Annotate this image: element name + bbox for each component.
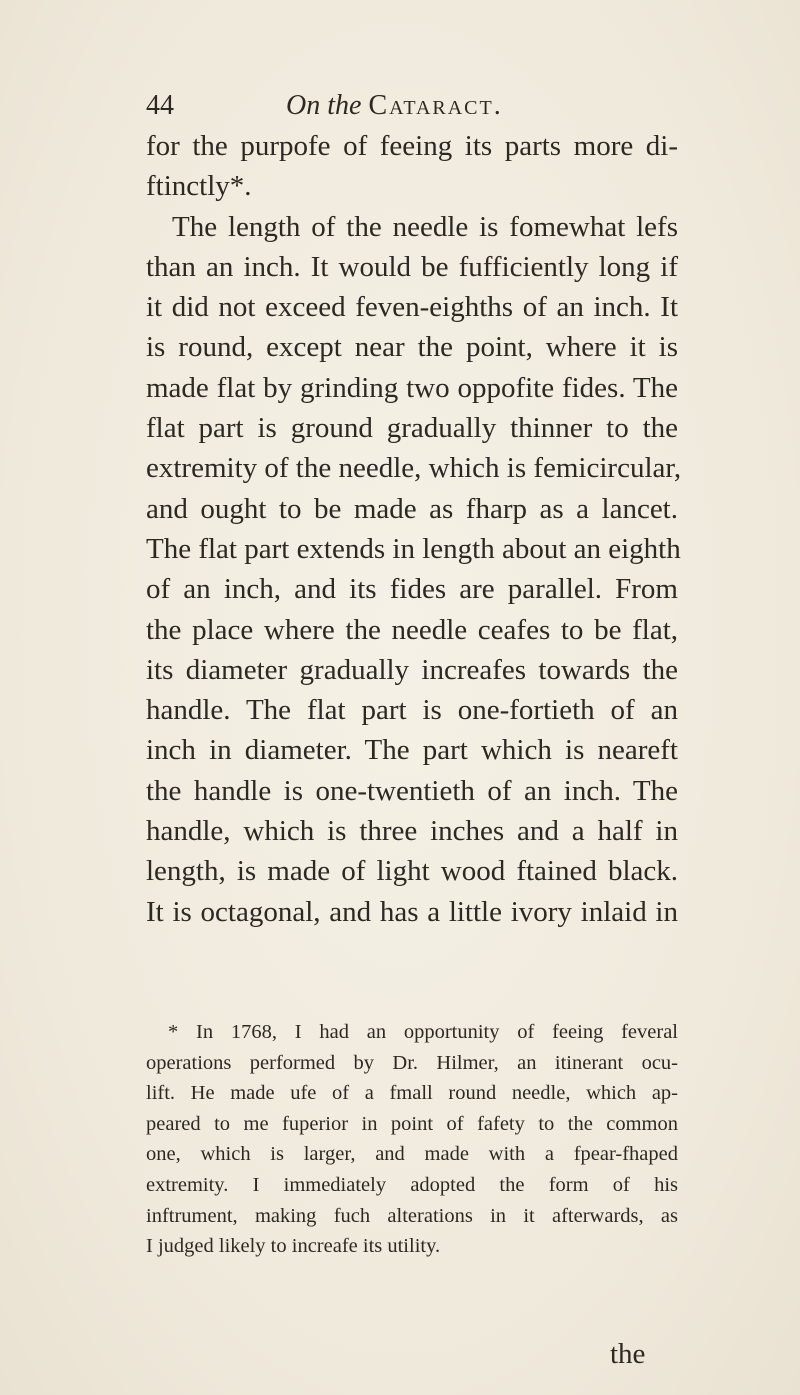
footnote-line: peared to me fuperior in point of fafety to the common: [146, 1112, 678, 1135]
body-line: handle, which is three inches and a half in: [146, 815, 678, 848]
footnote-line: inftrument, making fuch alterations in it afterwards, as: [146, 1204, 678, 1227]
body-line: its diameter gradually increafes towards the: [146, 653, 678, 686]
body-line: The flat part extends in length about an eighth: [146, 532, 681, 565]
running-title: [286, 86, 503, 126]
body-line: than an inch. It would be fufficiently long if: [146, 250, 678, 283]
body-line: handle. The flat part is one-fortieth of an: [146, 694, 678, 727]
footnote-line: one, which is larger, and made with a fpear-fhaped: [146, 1143, 678, 1166]
page-number: 44: [146, 90, 174, 121]
body-line: extremity of the needle, which is femicircular,: [146, 452, 682, 485]
footnote-line: operations performed by Dr. Hilmer, an itinerant ocu-: [146, 1051, 678, 1074]
footnote-line: * In 1768, I had an opportunity of feeing feveral: [168, 1021, 678, 1043]
body-line: the place where the needle ceafes to be flat,: [146, 613, 678, 646]
body-line: The length of the needle is fomewhat lefs: [172, 210, 678, 243]
body-line: inch in diameter. The part which is neareft: [146, 734, 678, 767]
page-header: [146, 86, 666, 126]
running-title-italic: On the: [286, 90, 362, 121]
running-title-caps: Cataract.: [368, 90, 503, 121]
body-text: [146, 126, 682, 932]
body-line: is round, except near the point, where it is: [146, 331, 678, 364]
body-line: It is octagonal, and has a little ivory inlaid in: [146, 895, 678, 928]
footnote-line: lift. He made ufe of a fmall round needle, which ap-: [146, 1082, 678, 1105]
catchword: the: [610, 1338, 646, 1370]
body-line: ftinctly*.: [146, 170, 252, 203]
body-line: flat part is ground gradually thinner to the: [146, 412, 678, 445]
footnote: [146, 1017, 678, 1262]
body-line: the handle is one-twentieth of an inch. The: [146, 774, 678, 807]
body-line: length, is made of light wood ftained black.: [146, 855, 678, 888]
footnote-line: I judged likely to increafe its utility.: [146, 1235, 441, 1258]
body-line: of an inch, and its fides are parallel. From: [146, 573, 678, 606]
body-line: made flat by grinding two oppofite fides. The: [146, 371, 678, 404]
body-line: and ought to be made as fharp as a lancet.: [146, 492, 678, 525]
body-line: for the purpofe of feeing its parts more di-: [146, 130, 678, 162]
body-line: it did not exceed feven-eighths of an inch. It: [146, 291, 678, 324]
footnote-line: extremity. I immediately adopted the form of his: [146, 1173, 678, 1196]
